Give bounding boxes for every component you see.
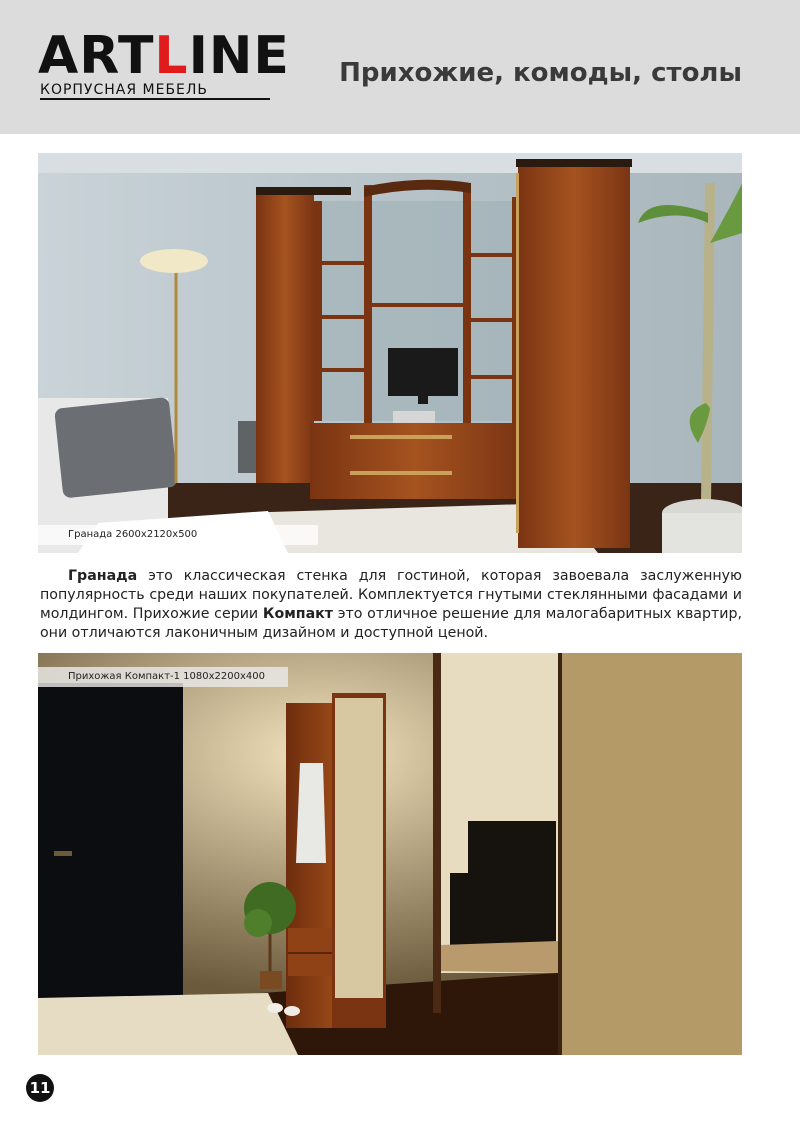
page-number: 11	[26, 1074, 54, 1102]
page-header	[0, 0, 800, 134]
description-part1: это классическая стенка для гостиной, которая завоевала заслуженную популярность среди наших покупателей. Комплектуется гнутыми стеклянными фасадами и молдингом. Прихожие серии	[40, 568, 742, 622]
description-paragraph	[40, 567, 742, 643]
description-part2: это отличное решение для малогабаритных квартир, они отличаются лаконичным дизайном и доступной ценой.	[40, 606, 743, 641]
photo-kompakt	[38, 653, 742, 1055]
logo-text-part1: ART	[38, 26, 155, 86]
granada-name: Гранада	[68, 568, 138, 584]
photo-granada	[38, 153, 742, 553]
photo-caption-granada: Гранада 2600х2120х500	[38, 525, 318, 545]
logo-text-red: L	[154, 26, 189, 86]
page-title: Прихожие, комоды, столы	[339, 58, 742, 88]
description-text	[40, 567, 742, 643]
brand-logo	[38, 26, 290, 86]
kompakt-illustration	[38, 653, 742, 1055]
logo-subtitle: КОРПУСНАЯ МЕБЕЛЬ	[40, 82, 209, 98]
logo-text-part2: INE	[188, 26, 290, 86]
logo-underline	[40, 98, 270, 100]
photo-caption-kompakt: Прихожая Компакт-1 1080х2200х400	[38, 667, 288, 687]
kompakt-name: Компакт	[262, 606, 334, 622]
granada-illustration	[38, 153, 742, 553]
